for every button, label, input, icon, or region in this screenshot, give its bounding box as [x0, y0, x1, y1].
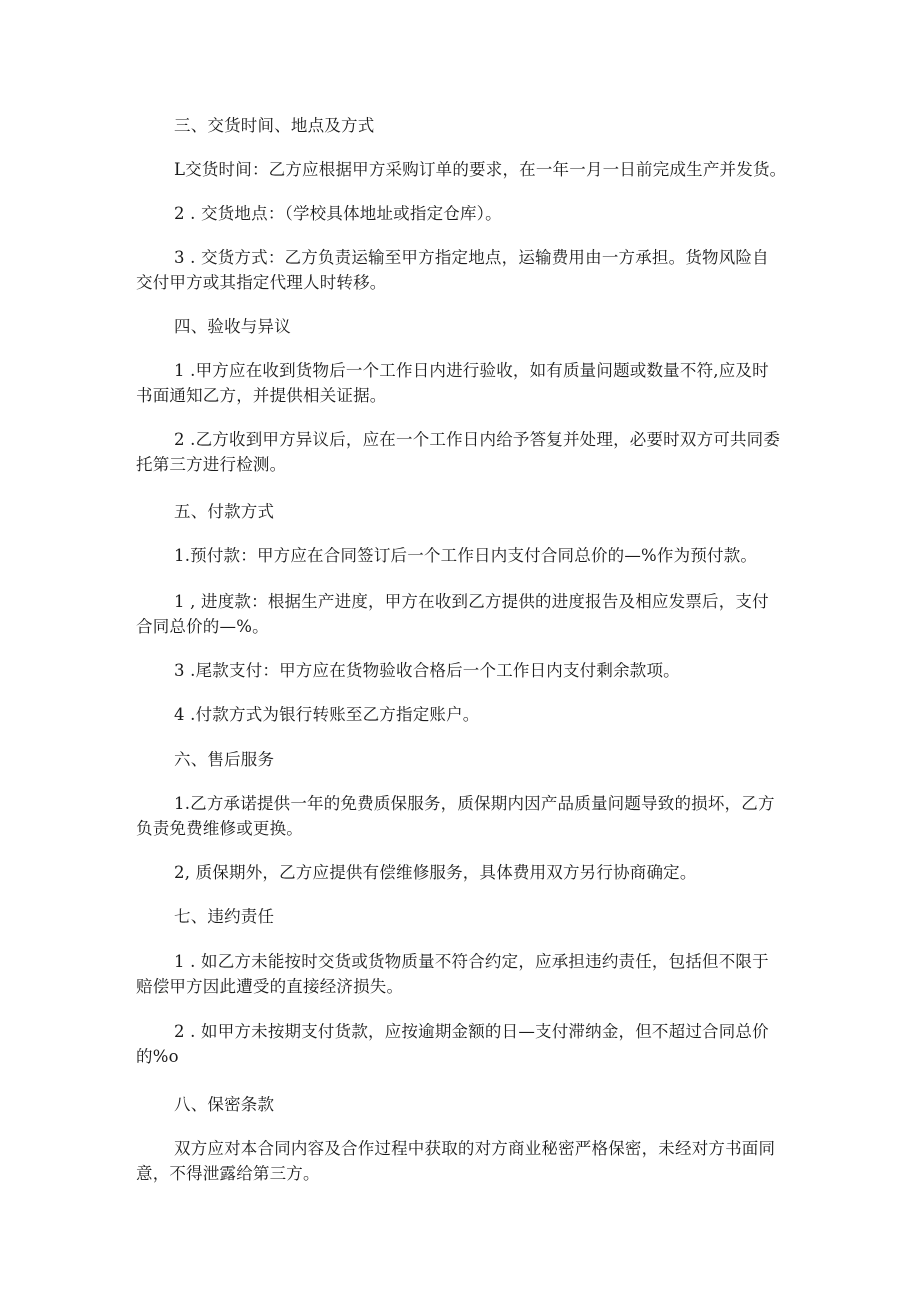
- paragraph-delivery-method-line2: 交付甲方或其指定代理人时转移。: [136, 273, 387, 292]
- paragraph-confidentiality-line2: 意，不得泄露给第三方。: [136, 1164, 320, 1183]
- section-heading-delivery: 三、交货时间、地点及方式: [174, 116, 375, 135]
- section-heading-liability: 七、违约责任: [174, 907, 275, 926]
- paragraph-payment-final: 3 .尾款支付：甲方应在货物验收合格后一个工作日内支付剩余款项。: [174, 661, 680, 680]
- paragraph-acceptance-1-line2: 书面通知乙方，并提供相关证据。: [136, 386, 387, 405]
- paragraph-payment-progress-line1: 1 , 进度款：根据生产进度，甲方在收到乙方提供的进度报告及相应发票后，支付: [174, 592, 769, 611]
- section-heading-acceptance: 四、验收与异议: [174, 317, 291, 336]
- paragraph-liability-1-line2: 赔偿甲方因此遭受的直接经济损失。: [136, 977, 404, 996]
- paragraph-delivery-place: 2 . 交货地点：（学校具体地址或指定仓库）。: [174, 204, 502, 223]
- paragraph-acceptance-1-line1: 1 .甲方应在收到货物后一个工作日内进行验收，如有质量问题或数量不符,应及时: [174, 361, 769, 380]
- paragraph-liability-1-line1: 1 . 如乙方未能按时交货或货物质量不符合约定，应承担违约责任，包括但不限于: [174, 952, 769, 971]
- paragraph-payment-prepay: 1.预付款：甲方应在合同签订后一个工作日内支付合同总价的—%作为预付款。: [174, 546, 758, 565]
- paragraph-acceptance-2-line2: 托第三方进行检测。: [136, 455, 287, 474]
- paragraph-payment-method: 4 .付款方式为银行转账至乙方指定账户。: [174, 705, 480, 724]
- paragraph-payment-progress-line2: 合同总价的—%。: [136, 617, 269, 636]
- paragraph-aftersales-2: 2, 质保期外，乙方应提供有偿维修服务，具体费用双方另行协商确定。: [174, 863, 697, 882]
- paragraph-delivery-method-line1: 3 . 交货方式：乙方负责运输至甲方指定地点，运输费用由一方承担。货物风险自: [174, 248, 769, 267]
- paragraph-aftersales-1-line2: 负责免费维修或更换。: [136, 819, 303, 838]
- paragraph-liability-2-line1: 2 . 如甲方未按期支付货款，应按逾期金额的日—支付滞纳金，但不超过合同总价: [174, 1022, 769, 1041]
- section-heading-payment: 五、付款方式: [174, 502, 275, 521]
- paragraph-acceptance-2-line1: 2 .乙方收到甲方异议后，应在一个工作日内给予答复并处理，必要时双方可共同委: [174, 430, 781, 449]
- paragraph-aftersales-1-line1: 1.乙方承诺提供一年的免费质保服务，质保期内因产品质量问题导致的损坏，乙方: [174, 794, 775, 813]
- paragraph-delivery-time: L交货时间：乙方应根据甲方采购订单的要求，在一年一月一日前完成生产并发货。: [174, 160, 787, 179]
- paragraph-confidentiality-line1: 双方应对本合同内容及合作过程中获取的对方商业秘密严格保密，未经对方书面同: [174, 1139, 776, 1158]
- section-heading-confidentiality: 八、保密条款: [174, 1095, 275, 1114]
- section-heading-aftersales: 六、售后服务: [174, 750, 275, 769]
- paragraph-liability-2-line2: 的%o: [136, 1047, 179, 1066]
